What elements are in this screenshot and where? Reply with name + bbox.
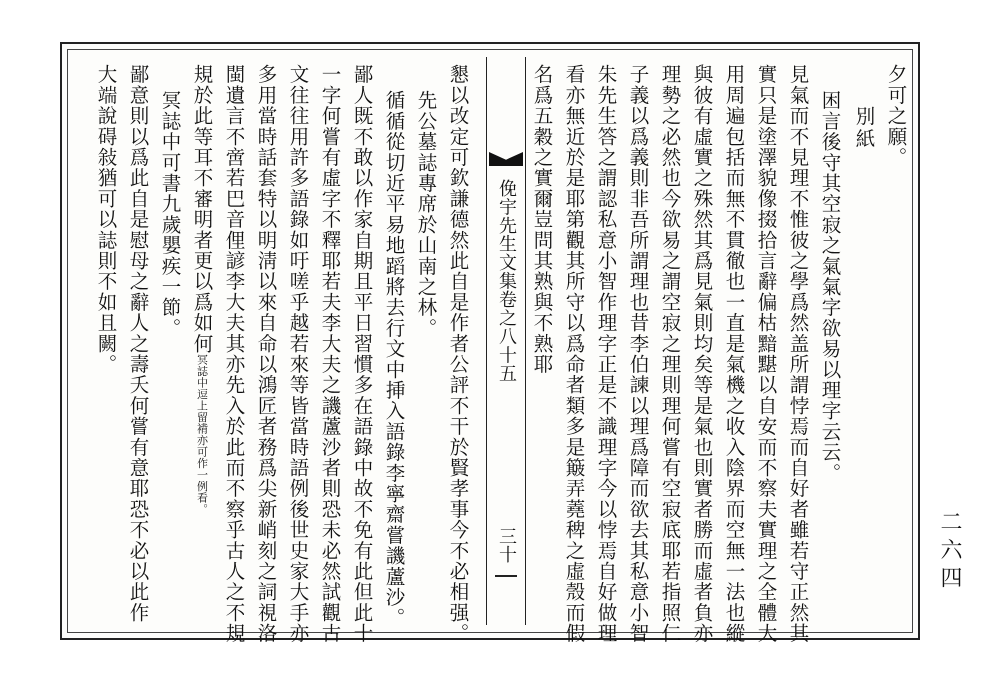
text-column-l3: 循循從切近平易地蹈將去行文中挿入語錄李寧齋嘗譏蘆沙。: [382, 90, 406, 629]
text-column-l10: 冥誌中可書九歲嬰疾一節。: [158, 90, 182, 339]
text-column-l4: 鄙人既不敢以作家自期且平日習慣多在語錄中故不免有此但此十: [350, 64, 374, 644]
leaf-rule: [495, 575, 517, 577]
text-column-r9: 子義以爲義則非吾所謂理也昔李伯諫以理爲障而欲去其私意小智: [626, 64, 650, 644]
text-column-l9-main: 規於此等耳不審明者更以爲如何: [190, 64, 214, 354]
text-column-r6: 用周遍包括而無不貫徹也一直是氣機之收入陰界而空無一法也縱: [722, 64, 746, 644]
text-column-l1: 懇以改定可欽謙德然此自是作者公評不干於賢孝事今不必相强。: [446, 64, 470, 644]
page-frame: [60, 42, 920, 644]
text-column-l2: 先公墓誌專席於山南之林。: [414, 90, 438, 339]
center-strip: [486, 57, 526, 625]
inner-border: [67, 49, 913, 644]
text-column-l9: [192, 64, 212, 515]
fishtail-mark: [489, 152, 523, 166]
text-column-l6: 文往往用許多語錄如吁嗟乎越若來等皆當時語例後世史家大手亦: [286, 64, 310, 644]
text-column-r3: 困言後守其空寂之氣氣字欲易以理字云云。: [818, 90, 842, 484]
book-title: 俛宇先生文集卷之八十五: [496, 179, 517, 383]
text-column-l7: 多用當時話套特以明淸以來自命以鴻匠者務爲尖新峭刻之詞視洛: [254, 64, 278, 644]
leaf-number: 三十: [496, 527, 517, 563]
page-number: 二六四: [937, 510, 962, 594]
text-column-l5: 一字何嘗有虛字不釋耶若夫李大夫之譏蘆沙者則恐未必然試觀古: [318, 64, 342, 644]
text-column-r4: 見氣而不見理不惟彼之學爲然盖所謂悖焉而自好者雖若守正然其: [786, 64, 810, 644]
text-column-l8: 閩遺言不啻若巴音俚諺李大夫其亦先入於此而不察乎古人之不規: [222, 64, 246, 644]
text-column-r10: 朱先生答之謂認私意小智作理字正是不識理字今以悖焉自好做理: [594, 64, 618, 644]
text-column-l12: 大端說碍敍猶可以誌則不如且闕。: [94, 64, 118, 375]
text-column-r7: 與彼有虛實之殊然其爲見氣則均矣等是氣也則實者勝而虛者負亦: [690, 64, 714, 644]
inline-note: 冥誌中逗上留褙亦可作一例看。: [195, 353, 209, 515]
text-column-l11: 鄙意則以爲此自是慰母之辭人之壽夭何嘗有意耶恐不必以此作: [126, 64, 150, 623]
section-heading-byeoljji: 別紙: [852, 106, 876, 151]
text-column-r11: 看亦無近於是耶第觀其所守以爲命者類多是簸弄蕘稗之虛殼而假: [562, 64, 586, 644]
text-column-r1: 夕可之願。: [884, 64, 908, 168]
text-column-r12: 名爲五穀之實爾豈問其熟與不熟耶: [530, 64, 554, 375]
text-column-r5: 實只是塗澤貌像掇拾言辭偏枯黯黮以自安而不察夫實理之全體大: [754, 64, 778, 644]
text-column-r8: 理勢之必然也今欲易之謂空寂之理則理何嘗有空寂底耶若指照仁: [658, 64, 682, 644]
